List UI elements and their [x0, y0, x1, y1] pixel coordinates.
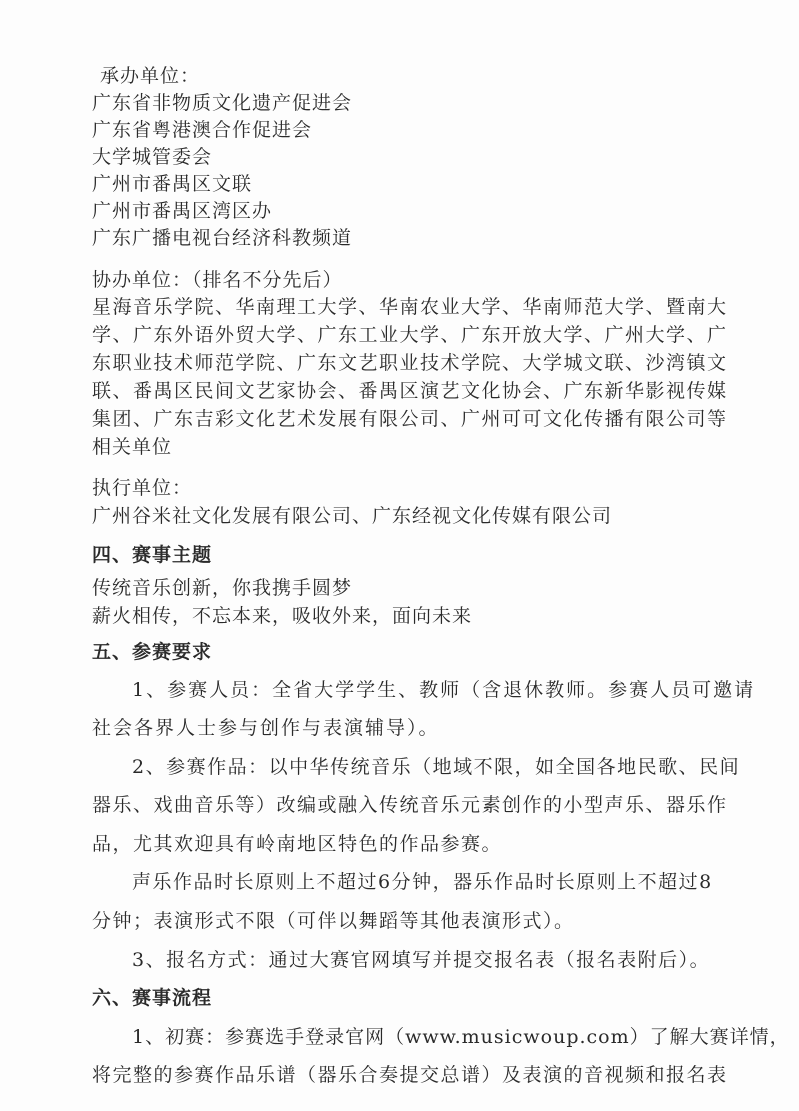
section-heading: 四、赛事主题	[92, 544, 213, 566]
section-heading: 六、赛事流程	[92, 987, 213, 1009]
paragraph-line: 器乐、戏曲音乐等）改编或融入传统音乐元素创作的小型声乐、器乐作	[92, 794, 728, 816]
paragraph-line: 品，尤其欢迎具有岭南地区特色的作品参赛。	[92, 833, 503, 855]
organizer-item: 大学城管委会	[92, 146, 213, 168]
theme-line: 薪火相传，不忘本来，吸收外来，面向未来	[92, 605, 473, 627]
theme-line: 传统音乐创新，你我携手圆梦	[92, 577, 353, 599]
paragraph-line: 2、参赛作品：以中华传统音乐（地域不限，如全国各地民歌、民间	[132, 756, 741, 778]
co-organizers-line: 东职业技术师范学院、广东文艺职业技术学院、大学城文联、沙湾镇文	[92, 352, 728, 374]
paragraph-line: 1、参赛人员：全省大学学生、教师（含退休教师。参赛人员可邀请	[132, 679, 756, 701]
organizers-label: 承办单位：	[100, 65, 201, 87]
co-organizers-line: 相关单位	[92, 436, 173, 458]
paragraph-line: 声乐作品时长原则上不超过6分钟，器乐作品时长原则上不超过8	[132, 871, 713, 893]
executors-text: 广州谷米社文化发展有限公司、广东经视文化传媒有限公司	[92, 505, 613, 527]
organizer-item: 广州市番禺区文联	[92, 173, 253, 195]
executors-label: 执行单位：	[92, 477, 193, 499]
paragraph-line: 分钟；表演形式不限（可伴以舞蹈等其他表演形式）。	[92, 910, 575, 932]
co-organizers-line: 集团、广东吉彩文化艺术发展有限公司、广州可可文化传播有限公司等	[92, 408, 728, 430]
paragraph-line: 将完整的参赛作品乐谱（器乐合奏提交总谱）及表演的音视频和报名表	[92, 1064, 728, 1086]
co-organizers-line: 星海音乐学院、华南理工大学、华南农业大学、华南师范大学、暨南大	[92, 296, 728, 318]
section-heading: 五、参赛要求	[92, 641, 213, 663]
paragraph-line: 1、初赛：参赛选手登录官网（www.musicwoup.com）了解大赛详情，	[132, 1026, 790, 1048]
organizer-item: 广东省非物质文化遗产促进会	[92, 92, 353, 114]
organizer-item: 广东广播电视台经济科教频道	[92, 227, 353, 249]
paragraph-line: 3、报名方式：通过大赛官网填写并提交报名表（报名表附后）。	[132, 949, 711, 971]
organizer-item: 广东省粤港澳合作促进会	[92, 119, 313, 141]
organizer-item: 广州市番禺区湾区办	[92, 200, 273, 222]
co-organizers-line: 学、广东外语外贸大学、广东工业大学、广东开放大学、广州大学、广	[92, 324, 728, 346]
co-organizers-line: 联、番禺区民间文艺家协会、番禺区演艺文化协会、广东新华影视传媒	[92, 380, 728, 402]
paragraph-line: 社会各界人士参与创作与表演辅导）。	[92, 717, 440, 739]
co-organizers-label: 协办单位：（排名不分先后）	[92, 269, 343, 291]
